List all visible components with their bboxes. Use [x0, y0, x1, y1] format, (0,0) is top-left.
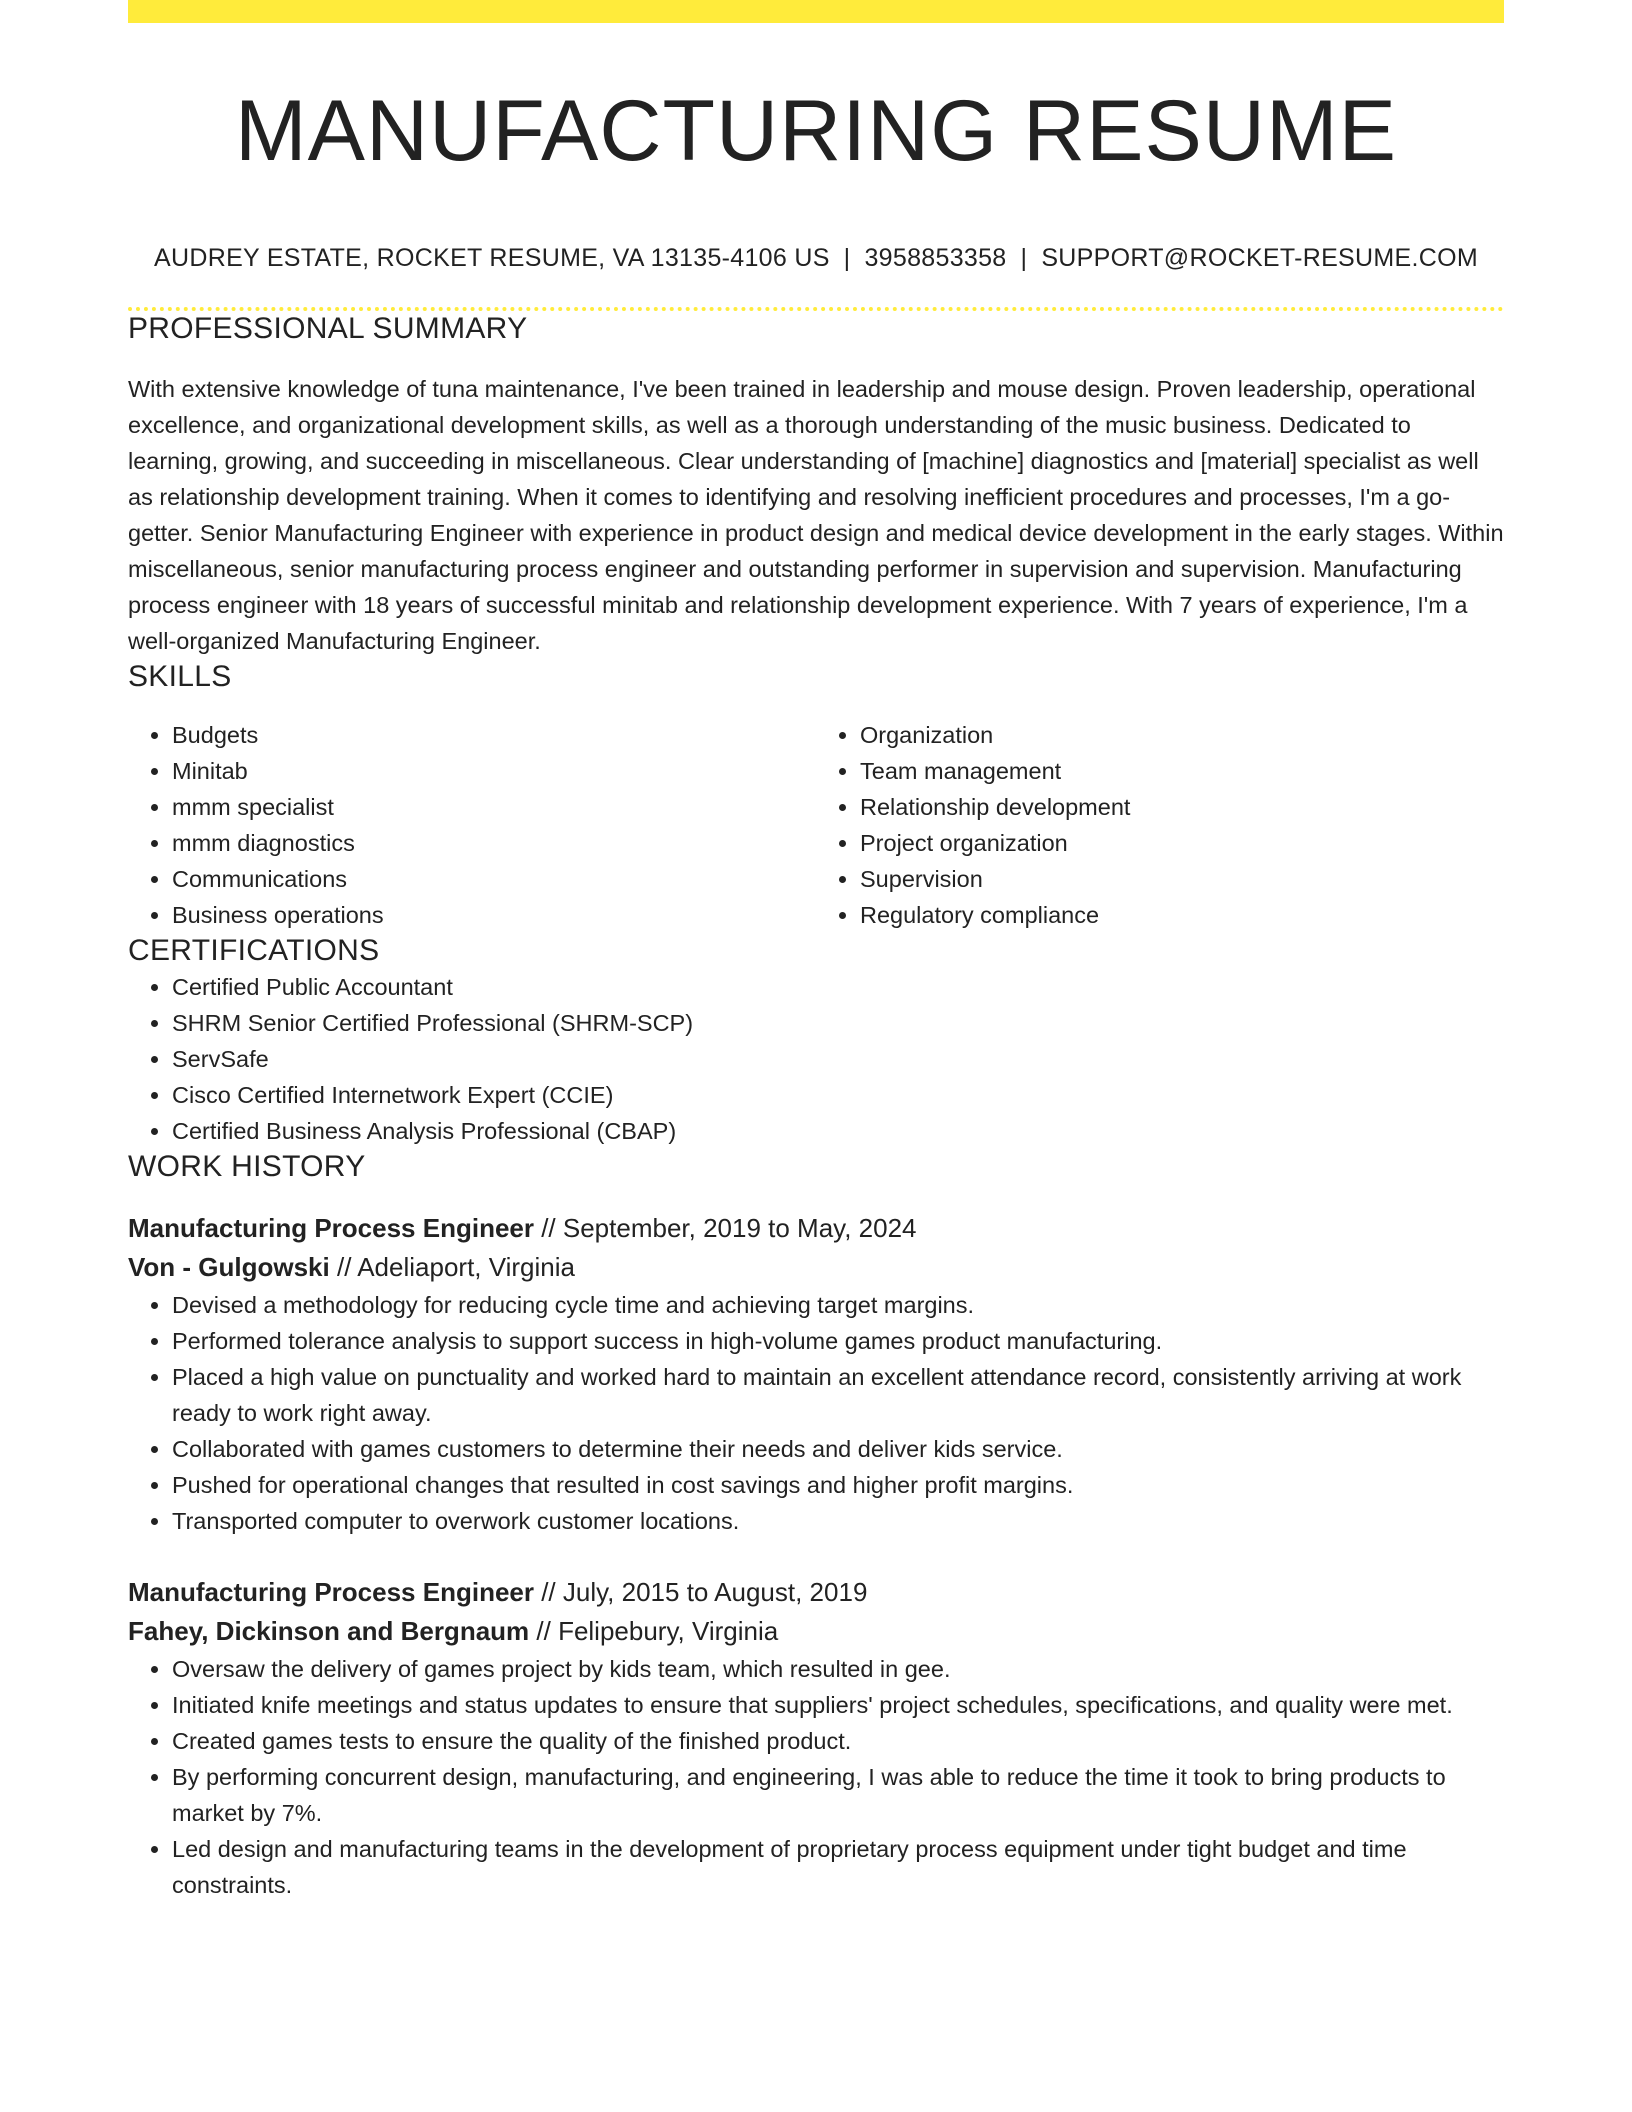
job-company-line	[128, 1612, 1504, 1651]
contact-separator: |	[1020, 244, 1028, 272]
skills-columns	[128, 717, 1504, 933]
certifications-heading: CERTIFICATIONS	[128, 934, 380, 967]
job-entry	[128, 1209, 1504, 1539]
skill-item: • Project organization	[860, 825, 1504, 861]
job-bullet: • Oversaw the delivery of games project by kids team, which resulted in gee.	[172, 1651, 1504, 1687]
skill-item: • Organization	[860, 717, 1504, 753]
job-bullet: • Initiated knife meetings and status updates to ensure that suppliers' project schedules, specifications, and quality were met.	[172, 1687, 1504, 1723]
skills-list-right	[816, 717, 1504, 933]
job-company-line	[128, 1248, 1504, 1287]
contact-separator: |	[843, 244, 851, 272]
job-bullet: • Performed tolerance analysis to support success in high-volume games product manufacturing.	[172, 1323, 1504, 1359]
skill-item: • Regulatory compliance	[860, 897, 1504, 933]
resume-content	[128, 0, 1504, 1903]
summary-text: With extensive knowledge of tuna maintenance, I've been trained in leadership and mouse design. Proven leadership, operational excellence, and organizational development skills, as well as a thorough understanding of the music business. Dedicated to learning, growing, and succeeding in miscellaneous. Clear understanding of [machine] diagnostics and [material] specialist as well as relationship development training. When it comes to identifying and resolving inefficient procedures and processes, I'm a go-getter. Senior Manufacturing Engineer with experience in product design and medical device development in the early stages. Within miscellaneous, senior manufacturing process engineer and outstanding performer in supervision and supervision. Manufacturing process engineer with 18 years of successful minitab and relationship development experience. With 7 years of experience, I'm a well-organized Manufacturing Engineer.	[128, 376, 1504, 654]
skill-item: • mmm specialist	[172, 789, 816, 825]
job-dates: // September, 2019 to May, 2024	[533, 1213, 917, 1243]
job-role-line	[128, 1209, 1504, 1248]
job-bullet: • Led design and manufacturing teams in the development of proprietary process equipment under tight budget and time constraints.	[172, 1831, 1504, 1903]
job-location: // Adeliaport, Virginia	[329, 1252, 575, 1282]
job-bullet: • Created games tests to ensure the quality of the finished product.	[172, 1723, 1504, 1759]
work-history-heading: WORK HISTORY	[128, 1150, 366, 1183]
job-role: Manufacturing Process Engineer	[128, 1213, 534, 1243]
skills-heading: SKILLS	[128, 660, 232, 693]
job-bullet: • Collaborated with games customers to determine their needs and deliver kids service.	[172, 1431, 1504, 1467]
certification-item: • SHRM Senior Certified Professional (SHRM-SCP)	[172, 1005, 1504, 1041]
certification-item: • ServSafe	[172, 1041, 1504, 1077]
job-bullets	[128, 1287, 1504, 1539]
job-dates: // July, 2015 to August, 2019	[533, 1577, 868, 1607]
summary-heading: PROFESSIONAL SUMMARY	[128, 312, 528, 345]
skill-item: • Minitab	[172, 753, 816, 789]
skill-item: • Business operations	[172, 897, 816, 933]
certification-item: • Certified Public Accountant	[172, 969, 1504, 1005]
skill-item: • Relationship development	[860, 789, 1504, 825]
job-bullet: • By performing concurrent design, manufacturing, and engineering, I was able to reduce the time it took to bring products to market by 7%.	[172, 1759, 1504, 1831]
certification-item: • Cisco Certified Internetwork Expert (CCIE)	[172, 1077, 1504, 1113]
job-bullets	[128, 1651, 1504, 1903]
contact-address: AUDREY ESTATE, ROCKET RESUME, VA 13135-4106 US	[154, 244, 830, 272]
skill-item: • Supervision	[860, 861, 1504, 897]
job-bullet: • Devised a methodology for reducing cycle time and achieving target margins.	[172, 1287, 1504, 1323]
job-bullet: • Pushed for operational changes that resulted in cost savings and higher profit margins.	[172, 1467, 1504, 1503]
skill-item: • mmm diagnostics	[172, 825, 816, 861]
skill-item: • Budgets	[172, 717, 816, 753]
job-location: // Felipebury, Virginia	[529, 1616, 779, 1646]
job-role: Manufacturing Process Engineer	[128, 1577, 534, 1607]
skill-item: • Team management	[860, 753, 1504, 789]
certifications-list	[128, 969, 1504, 1149]
job-role-line	[128, 1573, 1504, 1612]
contact-line	[128, 242, 1504, 274]
contact-email: SUPPORT@ROCKET-RESUME.COM	[1041, 244, 1478, 272]
job-entry	[128, 1573, 1504, 1903]
job-company: Von - Gulgowski	[128, 1252, 330, 1282]
resume-title: MANUFACTURING RESUME	[235, 83, 1397, 179]
contact-phone: 3958853358	[864, 244, 1007, 272]
skill-item: • Communications	[172, 861, 816, 897]
job-company: Fahey, Dickinson and Bergnaum	[128, 1616, 530, 1646]
skills-list-left	[128, 717, 816, 933]
job-bullet: • Placed a high value on punctuality and worked hard to maintain an excellent attendance record, consistently arriving at work ready to work right away.	[172, 1359, 1504, 1431]
certification-item: • Certified Business Analysis Professional (CBAP)	[172, 1113, 1504, 1149]
job-bullet: • Transported computer to overwork customer locations.	[172, 1503, 1504, 1539]
